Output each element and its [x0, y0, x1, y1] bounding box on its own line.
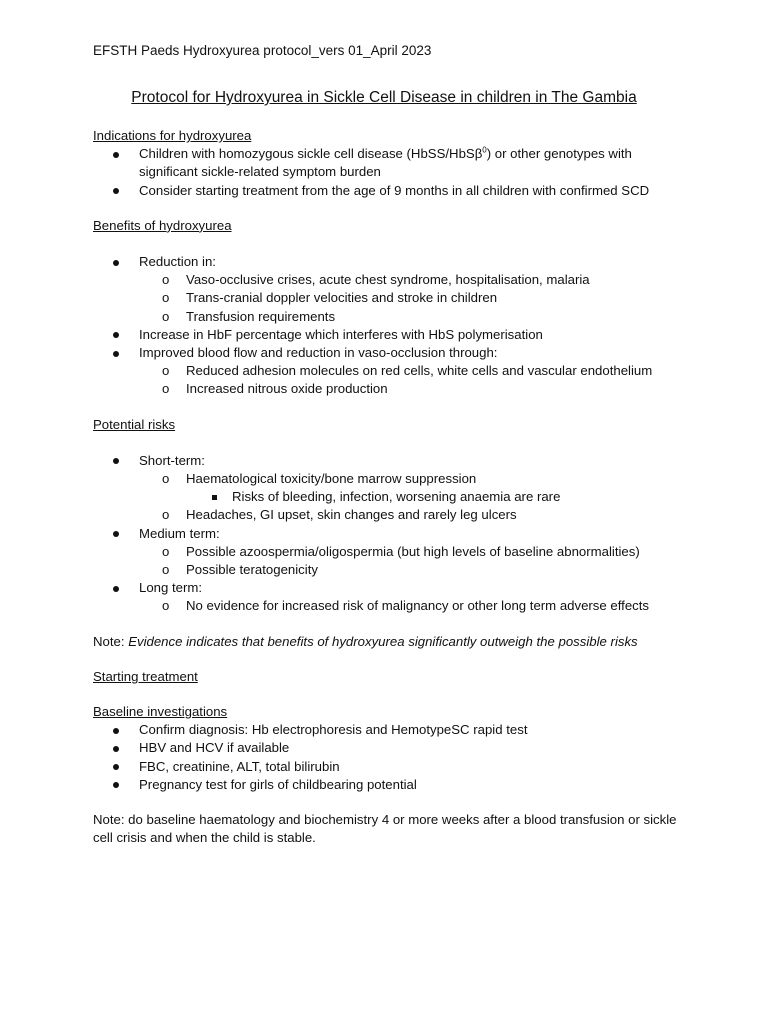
list-item [93, 362, 683, 380]
list-item-text: Medium term: [139, 525, 220, 541]
list-item [93, 758, 683, 776]
document-header: EFSTH Paeds Hydroxyurea protocol_vers 01_April 2023 [93, 43, 432, 58]
square-bullet-icon [212, 488, 217, 506]
list-item-text: Trans-cranial doppler velocities and stroke in children [186, 290, 498, 306]
circle-bullet-icon: o [162, 543, 170, 559]
list-item [93, 289, 683, 307]
superscript: 0 [482, 145, 487, 155]
list-item [93, 525, 683, 543]
list-item [93, 721, 683, 739]
bullet-icon [113, 579, 119, 597]
list-item-text: Haematological toxicity/bone marrow suppression [186, 471, 477, 487]
list-item [93, 776, 683, 794]
list-item-text: Increased nitrous oxide production [186, 381, 388, 397]
list-item-text: Pregnancy test for girls of childbearing potential [139, 776, 417, 792]
bullet-icon [113, 525, 119, 543]
indications-list [93, 145, 683, 200]
list-item-text: Confirm diagnosis: Hb electrophoresis and HemotypeSC rapid test [139, 722, 528, 738]
benefits-list [93, 253, 683, 399]
list-item-text: HBV and HCV if available [139, 740, 290, 756]
document-body [93, 127, 683, 848]
circle-bullet-icon: o [162, 562, 170, 578]
list-item-text: Vaso-occlusive crises, acute chest syndrome, hospitalisation, malaria [186, 272, 590, 288]
bullet-icon [113, 721, 119, 739]
baseline-note: Note: do baseline haematology and biochemistry 4 or more weeks after a blood transfusion or sickle cell crisis and when the child is stable. [93, 812, 677, 846]
bullet-icon [113, 776, 119, 794]
list-item [93, 452, 683, 470]
list-item [93, 380, 683, 398]
indications-heading: Indications for hydroxyurea [93, 128, 252, 143]
circle-bullet-icon: o [162, 471, 170, 487]
list-item [93, 488, 683, 506]
list-item [93, 579, 683, 597]
baseline-heading: Baseline investigations [93, 704, 228, 720]
list-item-text: Short-term: [139, 452, 205, 468]
list-item-text: Risks of bleeding, infection, worsening anaemia are rare [232, 489, 561, 505]
list-item-text: Possible teratogenicity [186, 562, 318, 578]
circle-bullet-icon: o [162, 272, 170, 288]
list-item [93, 561, 683, 579]
risks-heading: Potential risks [93, 416, 176, 432]
list-item [93, 145, 683, 181]
document-title: Protocol for Hydroxyurea in Sickle Cell Disease in children in The Gambia [131, 89, 637, 106]
list-item-text: Consider starting treatment from the age of 9 months in all children with confirmed SCD [139, 182, 650, 198]
note-label: Note: [93, 633, 129, 649]
circle-bullet-icon: o [162, 363, 170, 379]
note-text: Evidence indicates that benefits of hydroxyurea significantly outweigh the possible risks [128, 633, 638, 649]
circle-bullet-icon: o [162, 507, 170, 523]
circle-bullet-icon: o [162, 598, 170, 614]
list-item [93, 543, 683, 561]
list-item [93, 597, 683, 615]
list-item [93, 182, 683, 200]
circle-bullet-icon: o [162, 381, 170, 397]
list-item-text: No evidence for increased risk of malignancy or other long term adverse effects [186, 598, 650, 614]
list-item [93, 739, 683, 757]
benefits-heading: Benefits of hydroxyurea [93, 217, 232, 233]
circle-bullet-icon: o [162, 308, 170, 324]
list-item-text: Children with homozygous sickle cell disease (HbSS/HbSβ [139, 146, 483, 162]
list-item-text: Long term: [139, 580, 203, 596]
list-item [93, 308, 683, 326]
bullet-icon [113, 739, 119, 757]
evidence-note [93, 633, 683, 651]
bullet-icon [113, 344, 119, 362]
list-item-text: Transfusion requirements [186, 308, 336, 324]
list-item [93, 470, 683, 488]
bullet-icon [113, 182, 119, 200]
list-item-text: Increase in HbF percentage which interferes with HbS polymerisation [139, 326, 543, 342]
circle-bullet-icon: o [162, 290, 170, 306]
bullet-icon [113, 452, 119, 470]
risks-list [93, 452, 683, 616]
list-item [93, 271, 683, 289]
list-item-text: Possible azoospermia/oligospermia (but high levels of baseline abnormalities) [186, 543, 640, 559]
starting-treatment-heading: Starting treatment [93, 668, 198, 684]
list-item [93, 253, 683, 271]
list-item-text: FBC, creatinine, ALT, total bilirubin [139, 758, 340, 774]
bullet-icon [113, 326, 119, 344]
list-item-text: ) or other genotypes with significant sickle-related symptom burden [139, 146, 632, 180]
bullet-icon [113, 758, 119, 776]
bullet-icon [113, 253, 119, 271]
list-item-text: Reduced adhesion molecules on red cells, white cells and vascular endothelium [186, 363, 653, 379]
list-item [93, 344, 683, 362]
list-item-text: Reduction in: [139, 254, 216, 270]
baseline-list [93, 721, 683, 794]
list-item [93, 326, 683, 344]
list-item-text: Improved blood flow and reduction in vaso-occlusion through: [139, 345, 498, 361]
list-item [93, 506, 683, 524]
bullet-icon [113, 145, 119, 163]
list-item-text: Headaches, GI upset, skin changes and rarely leg ulcers [186, 507, 517, 523]
